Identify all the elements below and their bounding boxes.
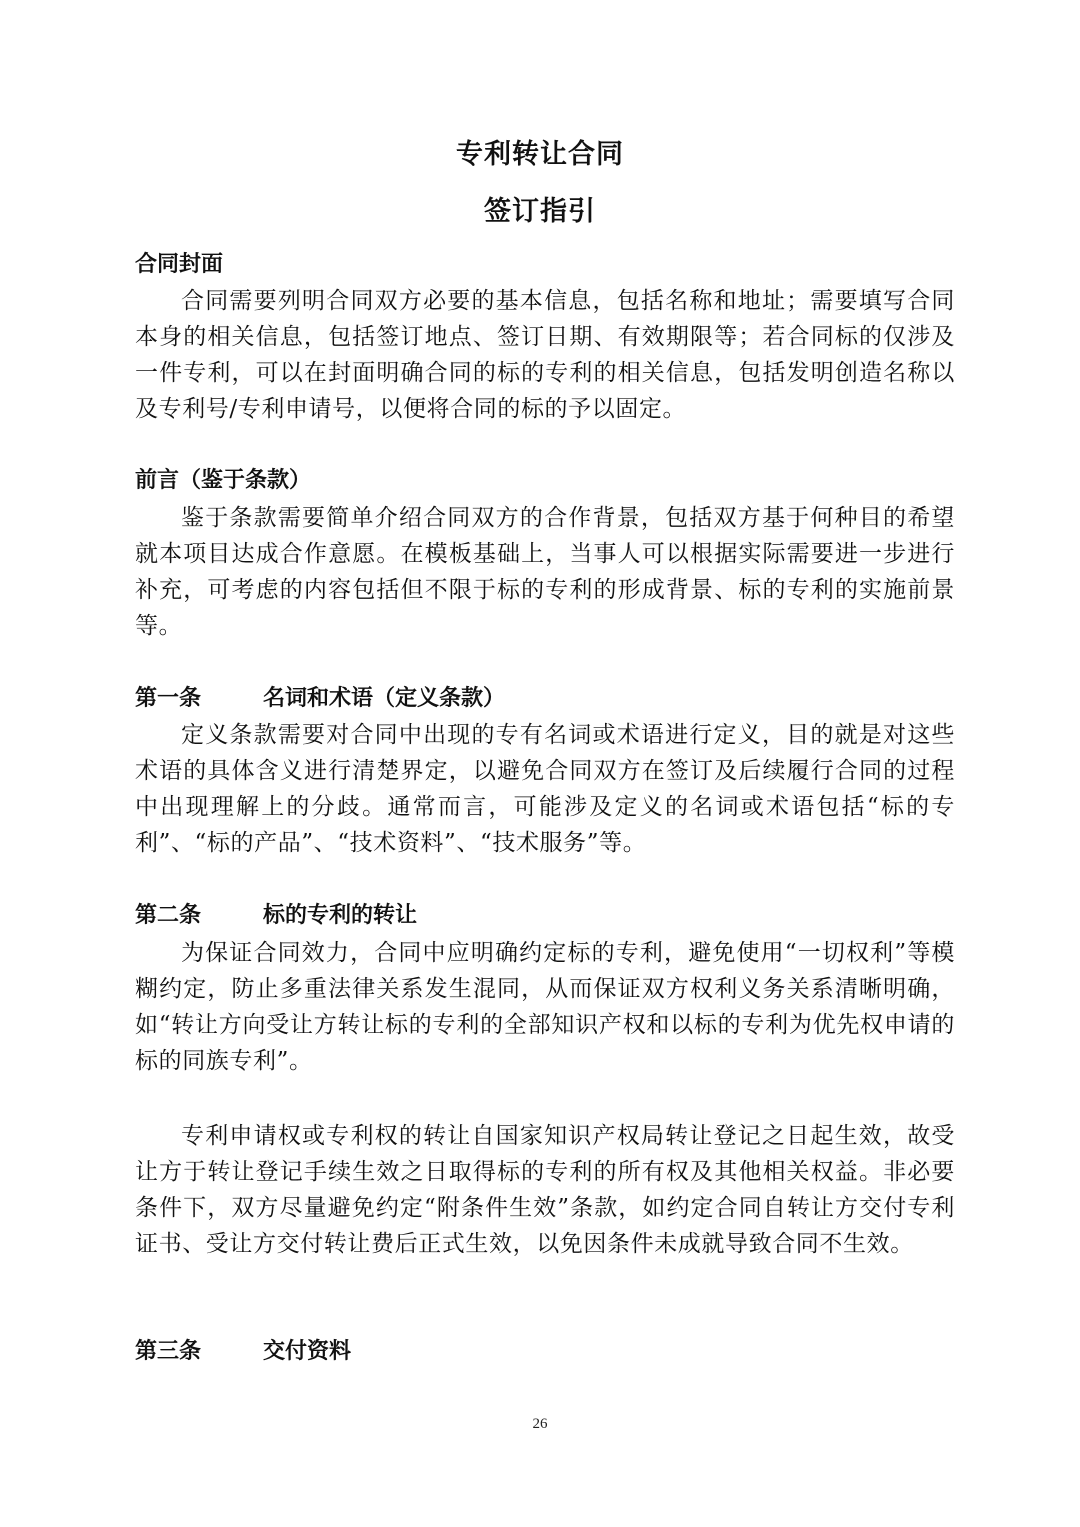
section-paragraph-article-2-a: 为保证合同效力，合同中应明确约定标的专利，避免使用“一切权利”等模糊约定，防止多重法律关系发生混同，从而保证双方权利义务关系清晰明确，如“转让方向受让方转让标的专利的全部知识产权和以标的专利为优先权申请的标的同族专利”。	[135, 940, 955, 1074]
page-number: 26	[532, 1416, 548, 1432]
document-subtitle: 签订指引	[484, 196, 596, 227]
section-paragraph-cover: 合同需要列明合同双方必要的基本信息，包括名称和地址；需要填写合同本身的相关信息，包括签订地点、签订日期、有效期限等；若合同标的仅涉及一件专利，可以在封面明确合同的标的专利的相关信息，包括发明创造名称以及专利号/专利申请号，以便将合同的标的予以固定。	[135, 288, 955, 422]
article-title: 名词和术语（定义条款）	[263, 686, 506, 711]
section-heading-article-2	[135, 901, 955, 931]
section-heading-cover: 合同封面	[135, 252, 224, 277]
section-heading-article-1	[135, 684, 955, 714]
section-heading-preamble: 前言（鉴于条款）	[135, 468, 312, 493]
section-paragraph-preamble: 鉴于条款需要简单介绍合同双方的合作背景，包括双方基于何种目的希望就本项目达成合作意愿。在模板基础上，当事人可以根据实际需要进一步进行补充，可考虑的内容包括但不限于标的专利的形成背景、标的专利的实施前景等。	[135, 505, 955, 639]
document-title: 专利转让合同	[456, 139, 624, 170]
section-heading-article-3	[135, 1337, 955, 1367]
article-title: 标的专利的转让	[263, 903, 418, 928]
article-number: 第一条	[135, 686, 202, 711]
section-paragraph-article-1: 定义条款需要对合同中出现的专有名词或术语进行定义，目的就是对这些术语的具体含义进行清楚界定，以避免合同双方在签订及后续履行合同的过程中出现理解上的分歧。通常而言，可能涉及定义的名词或术语包括“标的专利”、“标的产品”、“技术资料”、“技术服务”等。	[135, 722, 955, 856]
article-number: 第三条	[135, 1339, 202, 1364]
section-paragraph-article-2-b: 专利申请权或专利权的转让自国家知识产权局转让登记之日起生效，故受让方于转让登记手续生效之日取得标的专利的所有权及其他相关权益。非必要条件下，双方尽量避免约定“附条件生效”条款，如约定合同自转让方交付专利证书、受让方交付转让费后正式生效，以免因条件未成就导致合同不生效。	[135, 1123, 955, 1257]
article-title: 交付资料	[263, 1339, 352, 1364]
article-number: 第二条	[135, 903, 202, 928]
